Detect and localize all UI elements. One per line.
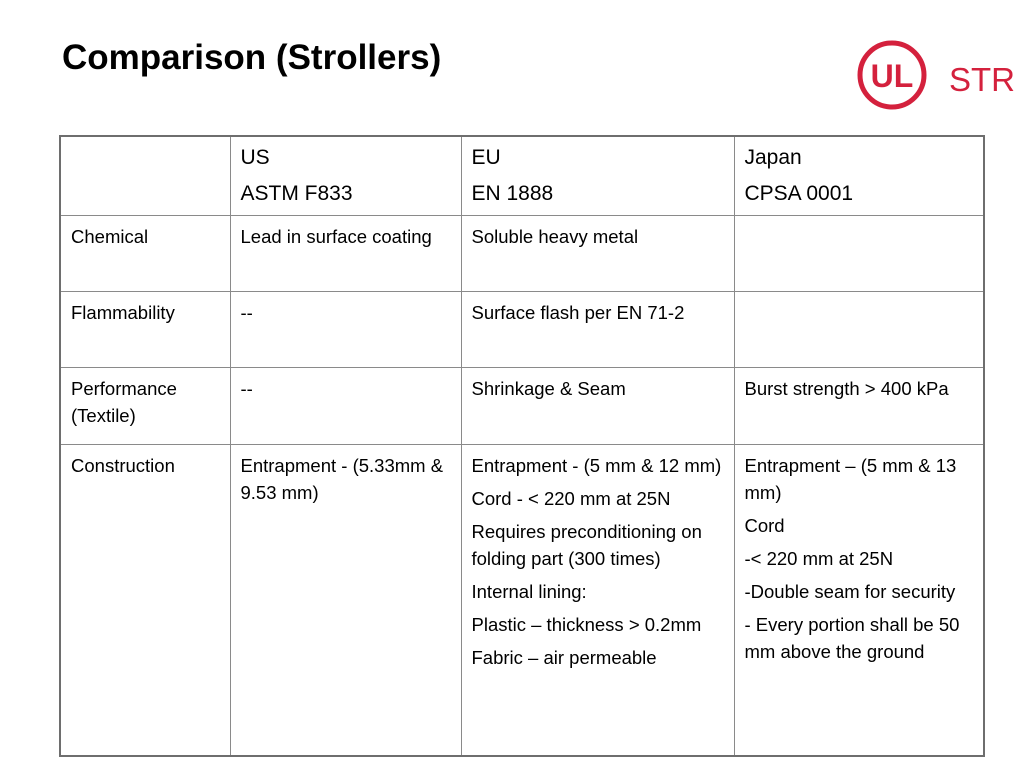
cell-text: -- [240, 378, 253, 399]
header-region: Japan [744, 146, 802, 169]
header-region: EU [471, 146, 501, 169]
cell-us [230, 292, 461, 368]
header-standard: ASTM F833 [240, 182, 353, 205]
cell-text: Entrapment - (5.33mm & 9.53 mm) [240, 455, 444, 503]
cell-text: Entrapment - (5 mm & 12 mm) [471, 455, 722, 476]
cell-text: Lead in surface coating [240, 226, 432, 247]
header-cell-us [230, 136, 461, 216]
logo-mark: UL [870, 58, 914, 94]
table-row [60, 292, 984, 368]
cell-text: Shrinkage & Seam [471, 378, 626, 399]
header-region: US [240, 146, 270, 169]
cell-text: -- [240, 302, 253, 323]
table-row [60, 368, 984, 445]
ul-logo-icon [855, 38, 1015, 114]
cell-eu [461, 368, 734, 445]
logo-text: STR [949, 61, 1015, 98]
cell-text: Burst strength > 400 kPa [744, 378, 949, 399]
cell-japan [734, 292, 984, 368]
row-label: Flammability [60, 292, 230, 368]
cell-japan [734, 445, 984, 756]
cell-eu [461, 445, 734, 756]
row-label: Chemical [60, 216, 230, 292]
cell-text: -< 220 mm at 25N [744, 548, 894, 569]
comparison-table [59, 135, 985, 757]
cell-text: Cord - < 220 mm at 25N [471, 488, 671, 509]
header-cell-empty [60, 136, 230, 216]
ul-logo [855, 38, 1015, 114]
slide-title: Comparison (Strollers) [62, 38, 442, 77]
cell-us [230, 445, 461, 756]
cell-text: Requires preconditioning on folding part (300 times) [471, 521, 702, 569]
cell-us [230, 368, 461, 445]
header-cell-japan [734, 136, 984, 216]
cell-text: - Every portion shall be 50 mm above the ground [744, 614, 960, 662]
cell-japan [734, 368, 984, 445]
cell-eu [461, 292, 734, 368]
row-label: Performance (Textile) [60, 368, 230, 445]
cell-text: Entrapment – (5 mm & 13 mm) [744, 455, 957, 503]
cell-eu [461, 216, 734, 292]
table-row [60, 216, 984, 292]
row-label: Construction [60, 445, 230, 756]
header-cell-eu [461, 136, 734, 216]
header-standard: CPSA 0001 [744, 182, 854, 205]
cell-us [230, 216, 461, 292]
cell-japan [734, 216, 984, 292]
cell-text: Fabric – air permeable [471, 647, 657, 668]
cell-text: Soluble heavy metal [471, 226, 639, 247]
table-header-row [60, 136, 984, 216]
header-standard: EN 1888 [471, 182, 554, 205]
cell-text: Surface flash per EN 71-2 [471, 302, 685, 323]
cell-text: -Double seam for security [744, 581, 956, 602]
cell-text: Plastic – thickness > 0.2mm [471, 614, 702, 635]
table-row [60, 445, 984, 756]
cell-text: Internal lining: [471, 581, 587, 602]
cell-text: Cord [744, 515, 785, 536]
